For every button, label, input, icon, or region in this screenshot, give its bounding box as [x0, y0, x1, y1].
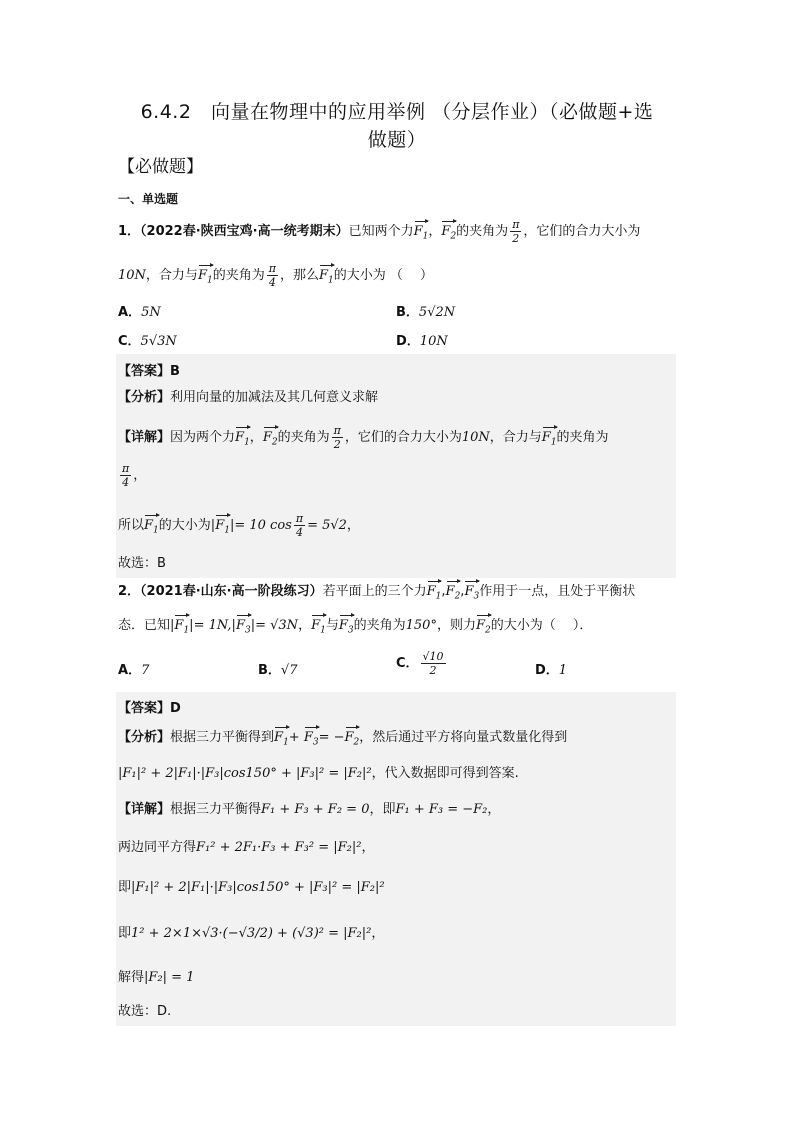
q2-solve-line — [118, 966, 194, 985]
vector-f1: $F_1$ — [197, 268, 213, 286]
q1-so-text: 所以 — [118, 518, 145, 533]
q1-stem-line-2 — [118, 262, 433, 289]
q1-detail-tag: 【详解】 — [118, 430, 171, 445]
q1-comma: ， — [428, 224, 442, 239]
q2-sum-formula: F₁ + F₃ = −F₂ — [395, 802, 488, 817]
q1-so-line — [118, 512, 360, 539]
q2-stem-line-1: 2．（2021春·山东·高一阶段练习）若平面上的三个力$F_1,F_2,F_3$作用于一点，且处于平衡状 — [118, 584, 636, 602]
fraction-pi-over-4: $\frac{\pi}{4}$ — [295, 512, 304, 539]
q2-ie-text: 即 — [118, 926, 132, 941]
fraction-pi-over-4: $\frac{\pi}{4}$ — [268, 262, 276, 289]
vector-f1: $F_1$ — [541, 430, 557, 448]
title-line-1: 6.4.2 向量在物理中的应用举例 （分层作业）（必做题+选 — [140, 101, 654, 123]
vector-f1: $F_1$ — [413, 224, 429, 242]
q2-detail-line-1 — [118, 798, 500, 817]
q2-analysis-text: 根据三力平衡得到 — [170, 730, 275, 745]
subhead-single-choice: 一、单选题 — [118, 192, 179, 206]
abs-f1: $|F_1|$ — [170, 618, 194, 636]
q2-answer: 【答案】D — [118, 701, 181, 716]
q2-detail-text: 根据三力平衡得 — [170, 802, 262, 817]
q1-number: 1． — [118, 224, 141, 239]
q2-analysis-formula: |F₁|² + 2|F₁|·|F₃|cos150° + |F₃|² = |F₂|² — [118, 766, 372, 781]
q2-f3-value: = √3N — [255, 618, 299, 633]
q2-analysis-text: ，代入数据即可得到答案. — [371, 766, 519, 781]
q2-square-formula: F₁² + 2F₁·F₃ + F₃² = |F₂|² — [196, 840, 362, 855]
q1-detail-text: ，它们的合力大小为 — [344, 430, 462, 445]
q2-analysis-text: ，然后通过平方将向量式数量化得到 — [359, 730, 568, 745]
section-tag-required: 【必做题】 — [118, 157, 203, 177]
q1-source: （2022春·陕西宝鸡·高一统考期末） — [140, 224, 349, 239]
q1-stem-text: ，合力与 — [145, 268, 198, 283]
q1-option-a[interactable]: A．5N — [118, 305, 161, 320]
q1-stem-text: 已知两个力 — [348, 224, 414, 239]
q1-option-b[interactable]: B．5√2N — [396, 305, 456, 320]
q2-option-a[interactable]: A．7 — [118, 663, 150, 678]
abs-f3: $|F_3|$ — [231, 618, 256, 636]
q2-option-b[interactable]: B．√7 — [258, 663, 298, 678]
q2-detail-tag: 【详解】 — [118, 802, 171, 817]
q2-ie-line-1 — [118, 876, 385, 895]
vector-f1: $F_1$ — [274, 730, 289, 748]
vector-f3: $F_3$ — [338, 618, 354, 636]
q1-detail-text: 的夹角为 — [556, 430, 609, 445]
q2-equilibrium-formula: F₁ + F₃ + F₂ = 0 — [261, 802, 370, 817]
title-line-2: 做题） — [367, 129, 427, 151]
q2-number: 2． — [118, 584, 141, 599]
vector-f1: $F_1$ — [318, 268, 334, 286]
q1-detail-text: 的夹角为 — [277, 430, 330, 445]
vector-f2: $F_2$ — [475, 618, 491, 636]
q2-source: （2021春·山东·高一阶段练习） — [140, 584, 323, 599]
q2-ie-numeric-formula: 1² + 2×1×√3·(−√3/2) + (√3)² = |F₂|² — [131, 926, 372, 941]
vector-f2: $F_2$ — [441, 224, 457, 242]
q2-square-line — [118, 836, 374, 855]
vector-f2: $F_2$ — [262, 430, 278, 448]
q2-stem-text: 的夹角为 — [353, 618, 406, 633]
vector-f1: $F_1$ — [144, 518, 159, 536]
vector-f1: $F_1$ — [426, 584, 442, 602]
vector-f3: $F_3$ — [464, 584, 480, 602]
vector-f1: $F_1$ — [311, 618, 326, 636]
q1-comma: ， — [249, 430, 263, 445]
force-10n: 10N — [118, 268, 146, 283]
q2-stem-text: ，则力 — [436, 618, 476, 633]
q2-ie-line-2 — [118, 922, 384, 941]
q1-option-c[interactable]: C．5√3N — [118, 334, 177, 349]
q1-conclude: 故选：B — [118, 556, 166, 571]
q1-detail-line-2 — [118, 462, 146, 489]
q2-stem-text: 若平面上的三个力 — [322, 584, 427, 599]
q1-answer: 【答案】B — [118, 364, 180, 379]
q2-ie-formula: |F₁|² + 2|F₁|·|F₃|cos150° + |F₃|² = |F₂|² — [131, 880, 385, 895]
q2-square-text: ， — [361, 840, 375, 855]
q1-analysis: 【分析】利用向量的加减法及其几何意义求解 — [118, 390, 379, 405]
q1-so-text: 的大小为 — [158, 518, 211, 533]
q1-stem-text: 的大小为 （ ） — [333, 268, 433, 283]
vector-f1: $F_1$ — [235, 430, 250, 448]
vector-f2: $F_2$ — [445, 584, 461, 602]
q1-detail-line-1 — [118, 424, 609, 451]
fraction-pi-over-4: $\frac{\pi}{4}$ — [122, 462, 130, 489]
q2-analysis-line-1 — [118, 726, 567, 748]
q2-ie-text: ， — [371, 926, 385, 941]
q1-detail-text: 因为两个力 — [170, 430, 236, 445]
page-title — [118, 98, 676, 154]
q2-detail-text: ， — [487, 802, 501, 817]
q2-detail-text: ，即 — [369, 802, 396, 817]
vector-f3: $F_3$ — [303, 730, 319, 748]
q2-stem-text: 的大小为（ ）． — [490, 618, 593, 633]
q1-detail-text: ， — [133, 468, 147, 483]
q2-analysis-tag: 【分析】 — [118, 730, 171, 745]
fraction-pi-over-2: $\frac{\pi}{2}$ — [512, 218, 520, 245]
q2-solve-result: |F₂| = 1 — [144, 970, 195, 985]
q1-stem-text: ，它们的合力大小为 — [523, 224, 641, 239]
force-10n: 10N — [461, 430, 490, 445]
plus-sign: + — [288, 730, 304, 745]
fraction-pi-over-2: $\frac{\pi}{2}$ — [333, 424, 341, 451]
q1-stem-text: ，那么 — [279, 268, 319, 283]
q2-conclude: 故选：D. — [118, 1004, 172, 1019]
q2-stem-text: 态．已知 — [118, 618, 171, 633]
q1-stem-text: 的夹角为 — [212, 268, 265, 283]
equals-minus: = − — [318, 730, 345, 745]
q2-option-d[interactable]: D．1 — [535, 663, 568, 678]
q2-stem-text: ， — [298, 618, 312, 633]
q1-stem-text: 的夹角为 — [456, 224, 509, 239]
q1-so-text: ， — [346, 518, 360, 533]
q2-stem-line-2 — [118, 614, 592, 636]
q2-ie-text: 即 — [118, 880, 132, 895]
q2-option-c[interactable]: C． $\frac{√10}{2}$ — [396, 650, 444, 677]
q2-solve-text: 解得 — [118, 970, 145, 985]
q2-stem-text: 与 — [325, 618, 339, 633]
q2-stem-text: 作用于一点，且处于平衡状 — [479, 584, 636, 599]
q2-square-text: 两边同平方得 — [118, 840, 197, 855]
abs-f1: $|F_1|$ — [210, 518, 235, 536]
vector-f2: $F_2$ — [344, 730, 360, 748]
q1-cos-expr: = 10 cos — [234, 518, 292, 533]
q1-stem-line-1 — [118, 218, 640, 245]
q1-result: = 5√2 — [307, 518, 347, 533]
angle-150: 150° — [405, 618, 437, 633]
q1-detail-text: ，合力与 — [489, 430, 542, 445]
q2-analysis-line-2 — [118, 762, 519, 781]
q2-f1-value: = 1N, — [193, 618, 232, 633]
q1-option-d[interactable]: D．10N — [396, 334, 448, 349]
